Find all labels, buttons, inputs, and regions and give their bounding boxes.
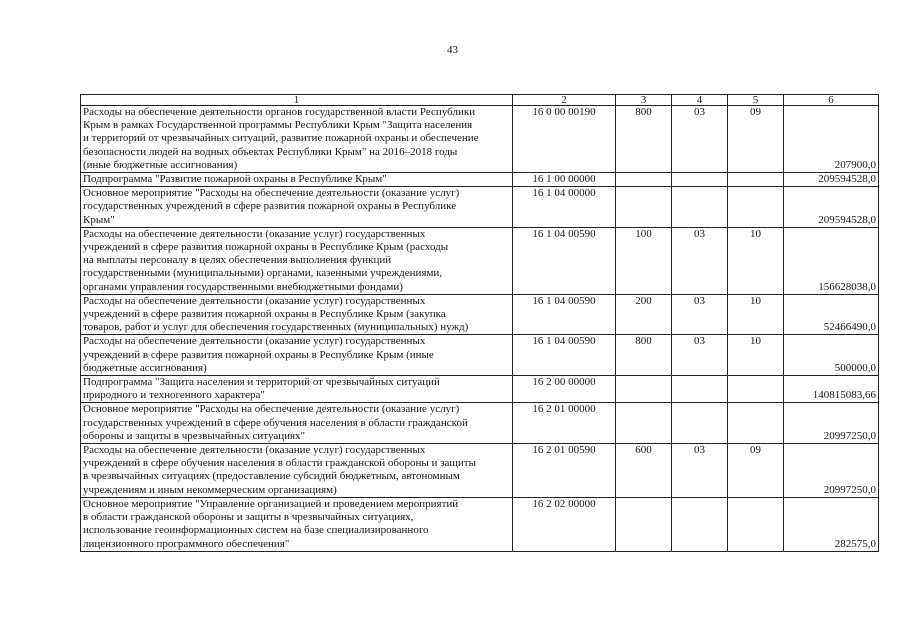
row-subsection-cell: [728, 497, 784, 551]
header-cell-sum: 6: [784, 95, 879, 106]
row-section-cell: 03: [672, 444, 728, 498]
table-row: [81, 294, 879, 335]
table-row: [81, 497, 879, 551]
row-subsection-cell: 10: [728, 294, 784, 335]
row-code-cell: 16 1 04 00590: [513, 227, 616, 294]
header-cell-type: 3: [616, 95, 672, 106]
row-code-cell: 16 0 00 00190: [513, 106, 616, 173]
table-row: [81, 335, 879, 376]
row-sum-cell: 52466490,0: [784, 294, 879, 335]
row-expense-type-cell: 800: [616, 335, 672, 376]
row-code-cell: 16 1 00 00000: [513, 173, 616, 187]
row-subsection-cell: 10: [728, 227, 784, 294]
row-name-cell: Основное мероприятие "Управление организацией и проведением мероприятий в области гражданской обороны и защиты в чрезвычайных ситуациях, использование геоинформационных систем на базе специализированного лицензионного программного обеспечения": [81, 497, 513, 551]
header-cell-name: 1: [81, 95, 513, 106]
row-section-cell: 03: [672, 294, 728, 335]
row-code-cell: 16 1 04 00000: [513, 187, 616, 228]
row-expense-type-cell: 800: [616, 106, 672, 173]
table-header-row: [81, 95, 879, 106]
header-cell-subsection: 5: [728, 95, 784, 106]
row-section-cell: [672, 187, 728, 228]
row-expense-type-cell: 100: [616, 227, 672, 294]
row-expense-type-cell: [616, 376, 672, 403]
row-name-cell: Расходы на обеспечение деятельности (оказание услуг) государственных учреждений в сфере развития пожарной охраны в Республике Крым (иные бюджетные ассигнования): [81, 335, 513, 376]
row-name-cell: Расходы на обеспечение деятельности органов государственной власти Республики Крым в рамках Государственной программы Республики Крым "Защита населения и территорий от чрезвычайных ситуаций, развитие пожарной охраны и обеспечение безопасности людей на водных объектах Республики Крым" на 2016–2018 годы (иные бюджетные ассигнования): [81, 106, 513, 173]
table-row: [81, 187, 879, 228]
row-code-cell: 16 2 02 00000: [513, 497, 616, 551]
row-code-cell: 16 2 01 00000: [513, 403, 616, 444]
row-code-cell: 16 2 00 00000: [513, 376, 616, 403]
row-name-cell: Расходы на обеспечение деятельности (оказание услуг) государственных учреждений в сфере обучения населения в области гражданской обороны и защиты в чрезвычайных ситуациях (предоставление субсидий бюджетным, автономным учреждениям и иным некоммерческим организациям): [81, 444, 513, 498]
row-expense-type-cell: [616, 187, 672, 228]
budget-table: [80, 94, 879, 552]
row-subsection-cell: 09: [728, 444, 784, 498]
row-sum-cell: 207900,0: [784, 106, 879, 173]
row-section-cell: 03: [672, 335, 728, 376]
table-row: [81, 227, 879, 294]
row-expense-type-cell: 600: [616, 444, 672, 498]
row-subsection-cell: [728, 403, 784, 444]
table-row: [81, 444, 879, 498]
row-sum-cell: 20997250,0: [784, 444, 879, 498]
row-section-cell: 03: [672, 227, 728, 294]
table-row: [81, 106, 879, 173]
header-cell-section: 4: [672, 95, 728, 106]
row-name-cell: Подпрограмма "Защита населения и территорий от чрезвычайных ситуаций природного и техногенного характера": [81, 376, 513, 403]
row-subsection-cell: 09: [728, 106, 784, 173]
row-section-cell: 03: [672, 106, 728, 173]
row-section-cell: [672, 173, 728, 187]
table-row: [81, 173, 879, 187]
row-subsection-cell: [728, 173, 784, 187]
row-sum-cell: 282575,0: [784, 497, 879, 551]
row-sum-cell: 500000,0: [784, 335, 879, 376]
row-name-cell: Основное мероприятие "Расходы на обеспечение деятельности (оказание услуг) государственных учреждений в сфере обучения населения в области гражданской обороны и защиты в чрезвычайных ситуациях": [81, 403, 513, 444]
row-sum-cell: 140815083,66: [784, 376, 879, 403]
header-cell-code: 2: [513, 95, 616, 106]
row-name-cell: Расходы на обеспечение деятельности (оказание услуг) государственных учреждений в сфере развития пожарной охраны в Республике Крым (расходы на выплаты персоналу в целях обеспечения выполнения функций государственными (муниципальными) органами, казенными учреждениями, органами управления государственными внебюджетными фондами): [81, 227, 513, 294]
row-code-cell: 16 2 01 00590: [513, 444, 616, 498]
row-name-cell: Расходы на обеспечение деятельности (оказание услуг) государственных учреждений в сфере развития пожарной охраны в Республике Крым (закупка товаров, работ и услуг для обеспечения государственных (муниципальных) нужд): [81, 294, 513, 335]
row-expense-type-cell: 200: [616, 294, 672, 335]
row-subsection-cell: 10: [728, 335, 784, 376]
row-expense-type-cell: [616, 497, 672, 551]
row-section-cell: [672, 403, 728, 444]
row-code-cell: 16 1 04 00590: [513, 294, 616, 335]
row-sum-cell: 20997250,0: [784, 403, 879, 444]
row-section-cell: [672, 497, 728, 551]
row-subsection-cell: [728, 376, 784, 403]
row-expense-type-cell: [616, 403, 672, 444]
table-row: [81, 403, 879, 444]
table-row: [81, 376, 879, 403]
row-name-cell: Основное мероприятие "Расходы на обеспечение деятельности (оказание услуг) государственных учреждений в сфере развития пожарной охраны в Республике Крым": [81, 187, 513, 228]
row-sum-cell: 156628038,0: [784, 227, 879, 294]
row-sum-cell: 209594528,0: [784, 187, 879, 228]
row-sum-cell: 209594528,0: [784, 173, 879, 187]
row-expense-type-cell: [616, 173, 672, 187]
page-number: 43: [447, 44, 458, 56]
row-section-cell: [672, 376, 728, 403]
row-name-cell: Подпрограмма "Развитие пожарной охраны в Республике Крым": [81, 173, 513, 187]
row-subsection-cell: [728, 187, 784, 228]
row-code-cell: 16 1 04 00590: [513, 335, 616, 376]
